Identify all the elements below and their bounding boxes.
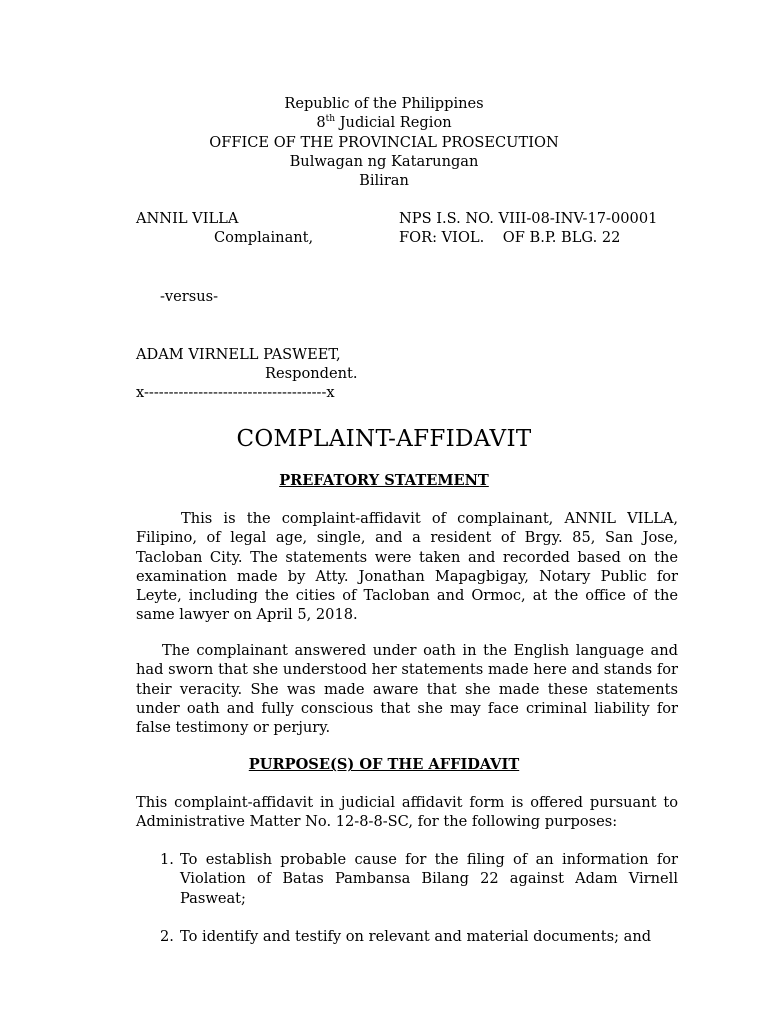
prefatory-paragraph-2: The complainant answered under oath in the English language and had sworn that she understood her statements made here and stands for their veracity. She was made aware that she made these statements under oath and fully conscious that she may face criminal liability for false testimony or perjury. (136, 642, 678, 737)
header-region-number: 8 (316, 114, 326, 132)
case-number: NPS I.S. NO. VIII-08-INV-17-00001 (399, 210, 658, 227)
case-nature: FOR: VIOL. OF B.P. BLG. 22 (399, 229, 621, 246)
header-office: OFFICE OF THE PROVINCIAL PROSECUTION (209, 133, 559, 151)
header-judicial-region (0, 113, 768, 132)
list-item (160, 850, 678, 908)
prefatory-heading: PREFATORY STATEMENT (279, 472, 489, 489)
document-title: COMPLAINT-AFFIDAVIT (236, 426, 532, 452)
list-item-text: To establish probable cause for the filing of an information for Violation of Batas Pambansa Bilang 22 against Adam Virnell Pasweat; (180, 851, 678, 907)
complainant-role: Complainant, (214, 229, 314, 246)
document-header (0, 94, 768, 190)
list-item-number: 2. (160, 928, 174, 945)
header-region-suffix: th (325, 114, 336, 125)
respondent-name: ADAM VIRNELL PASWEET, (136, 346, 341, 363)
header-republic: Republic of the Philippines (284, 95, 484, 112)
list-item-text: To identify and testify on relevant and material documents; and (180, 928, 652, 945)
caption-row-complainant (136, 209, 696, 228)
versus-label: -versus- (160, 288, 219, 305)
purpose-heading: PURPOSE(S) OF THE AFFIDAVIT (248, 756, 520, 773)
list-item-number: 1. (160, 851, 174, 868)
caption-separator: x-------------------------------------x (136, 384, 335, 401)
prefatory-paragraph-1: This is the complaint-affidavit of complainant, ANNIL VILLA, Filipino, of legal age, single, and a resident of Brgy. 85, San Jose, Tacloban City. The statements were taken and recorded based on the examination made by Atty. Jonathan Mapagbigay, Notary Public for Leyte, including the cities of Tacloban and Ormoc, at the office of the same lawyer on April 5, 2018. (136, 510, 678, 624)
caption-row-role (136, 228, 696, 247)
header-region-text: Judicial Region (335, 114, 452, 132)
list-item (160, 927, 678, 946)
header-building: Bulwagan ng Katarungan (289, 152, 479, 170)
respondent-role: Respondent. (265, 365, 358, 382)
complainant-name: ANNIL VILLA (136, 210, 239, 227)
purpose-intro: This complaint-affidavit in judicial affidavit form is offered pursuant to Administrative Matter No. 12-8-8-SC, for the following purposes: (136, 794, 678, 831)
header-province: Biliran (359, 172, 409, 190)
